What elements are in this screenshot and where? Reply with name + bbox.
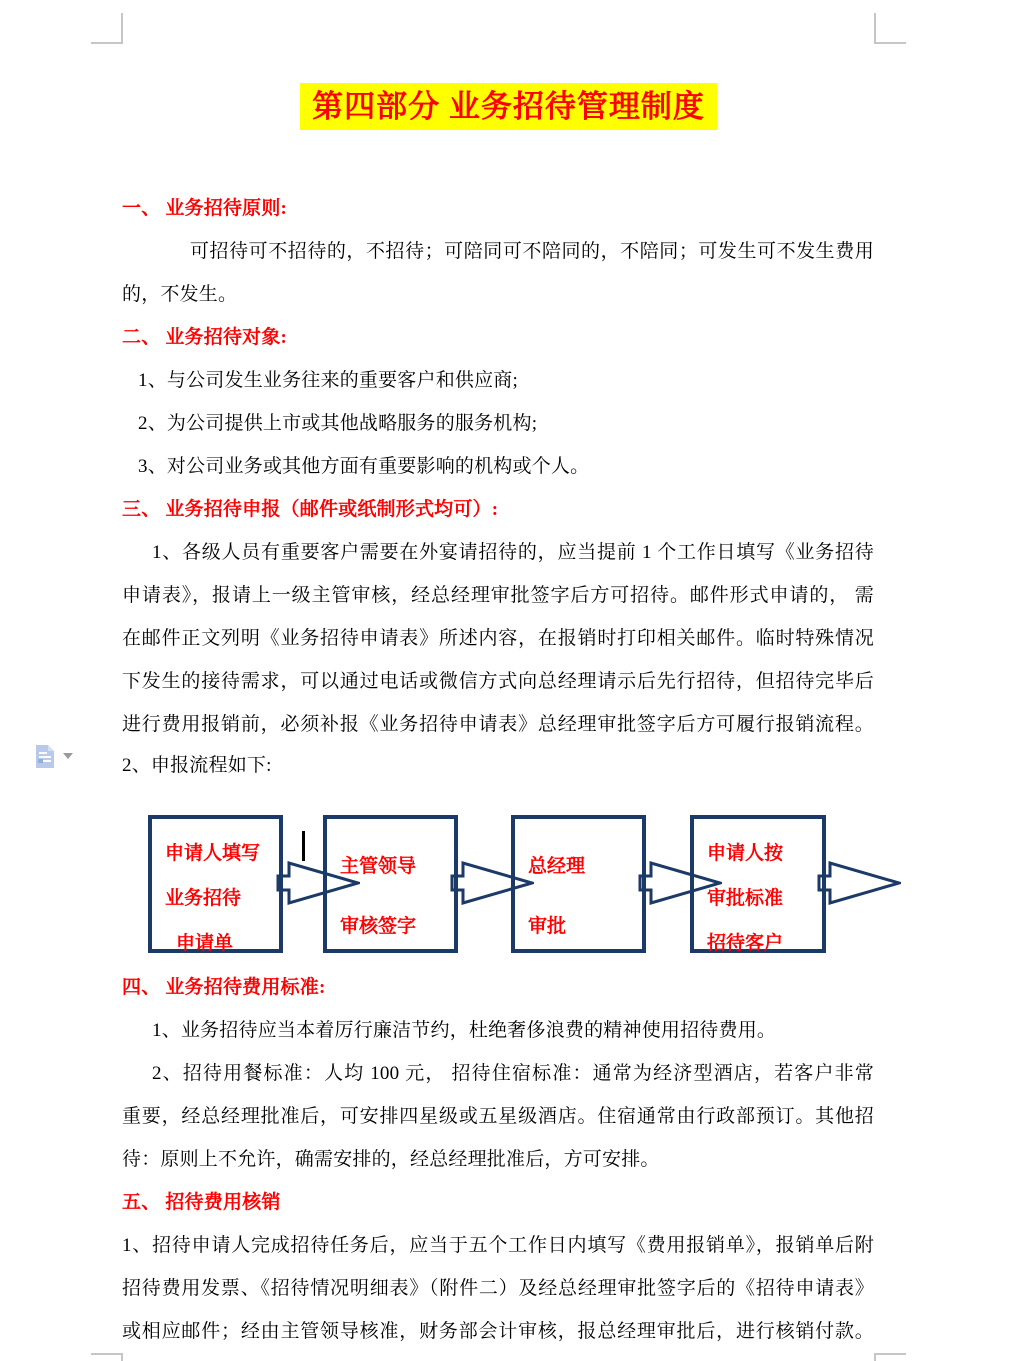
title-row: [0, 83, 1017, 130]
text-cursor: [302, 831, 305, 861]
flow-box-text: 主管领导: [340, 856, 417, 877]
body-text-line: 2、为公司提供上市或其他战略服务的服务机构;: [138, 413, 538, 434]
flow-box-text: 申请人填写: [165, 843, 261, 864]
section-heading: 四、 业务招待费用标准:: [122, 977, 326, 998]
flow-box-text: 申请人按: [707, 843, 784, 864]
flow-arrow-icon[interactable]: [276, 861, 360, 905]
flow-box-applicant-fills-form[interactable]: [148, 815, 283, 953]
chevron-down-icon: [63, 753, 73, 759]
body-text-line: 或相应邮件；经由主管领导核准，财务部会计审核，报总经理审批后，进行核销付款。: [122, 1321, 874, 1342]
section-heading: 三、 业务招待申报（邮件或纸制形式均可）:: [122, 499, 499, 520]
body-text-line: 3、对公司业务或其他方面有重要影响的机构或个人。: [138, 456, 590, 477]
body-text-line: 1、招待申请人完成招待任务后，应当于五个工作日内填写《费用报销单》，报销单后附: [122, 1235, 874, 1256]
body-text-line: 招待费用发票、《招待情况明细表》（附件二）及经总经理审批签字后的《招待申请表》: [122, 1278, 874, 1299]
flow-box-text: 审核签字: [340, 916, 417, 937]
body-text-line: 重要，经总经理批准后，可安排四星级或五星级酒店。住宿通常由行政部预订。其他招: [122, 1106, 874, 1127]
section-heading: 二、 业务招待对象:: [122, 327, 288, 348]
section-heading: 五、 招待费用核销: [122, 1192, 281, 1213]
flow-box-text: 总经理: [528, 856, 586, 877]
body-text-line: 1、各级人员有重要客户需要在外宴请招待的，应当提前 1 个工作日填写《业务招待: [152, 542, 874, 563]
body-text-line: 的，不发生。: [122, 284, 238, 305]
text-boundary-mark-top-left: [91, 13, 123, 44]
body-text-line: 申请表》，报请上一级主管审核，经总经理审批签字后方可招待。邮件形式申请的， 需: [122, 585, 874, 606]
body-text-line: 进行费用报销前，必须补报《业务招待申请表》总经理审批签字后方可履行报销流程。: [122, 714, 874, 735]
flow-arrow-icon[interactable]: [638, 861, 722, 905]
body-text-line: 1、业务招待应当本着厉行廉洁节约，杜绝奢侈浪费的精神使用招待费用。: [152, 1020, 777, 1041]
body-text-line: 1、与公司发生业务往来的重要客户和供应商;: [138, 370, 518, 391]
body-text-line: 在邮件正文列明《业务招待申请表》所述内容，在报销时打印相关邮件。临时特殊情况: [122, 628, 874, 649]
flow-box-text: 审批: [528, 916, 567, 937]
body-text-line: 可招待可不招待的，不招待；可陪同可不陪同的，不陪同；可发生可不发生费用: [190, 241, 874, 262]
body-text-line: 2、申报流程如下:: [122, 755, 272, 776]
flow-arrow-icon[interactable]: [817, 861, 901, 905]
body-text-line: 待：原则上不允许，确需安排的，经总经理批准后，方可安排。: [122, 1149, 660, 1170]
page-title: 第四部分 业务招待管理制度: [300, 83, 717, 130]
body-text-line: 下发生的接待需求，可以通过电话或微信方式向总经理请示后先行招待，但招待完毕后: [122, 671, 874, 692]
flow-arrow-icon[interactable]: [450, 861, 534, 905]
paste-options-button[interactable]: [34, 742, 76, 770]
flow-box-text: 招待客户: [707, 933, 784, 954]
text-boundary-mark-bottom-right: [874, 1353, 906, 1361]
flow-box-text: 申请单: [176, 933, 234, 954]
flow-box-text: 业务招待: [165, 888, 242, 909]
paste-options-icon: [34, 744, 56, 769]
section-heading: 一、 业务招待原则:: [122, 198, 288, 219]
body-text-line: 2、招待用餐标准：人均 100 元， 招待住宿标准：通常为经济型酒店，若客户非常: [152, 1063, 874, 1084]
flow-box-text: 审批标准: [707, 888, 784, 909]
text-boundary-mark-bottom-left: [91, 1353, 123, 1361]
text-boundary-mark-top-right: [874, 13, 906, 44]
